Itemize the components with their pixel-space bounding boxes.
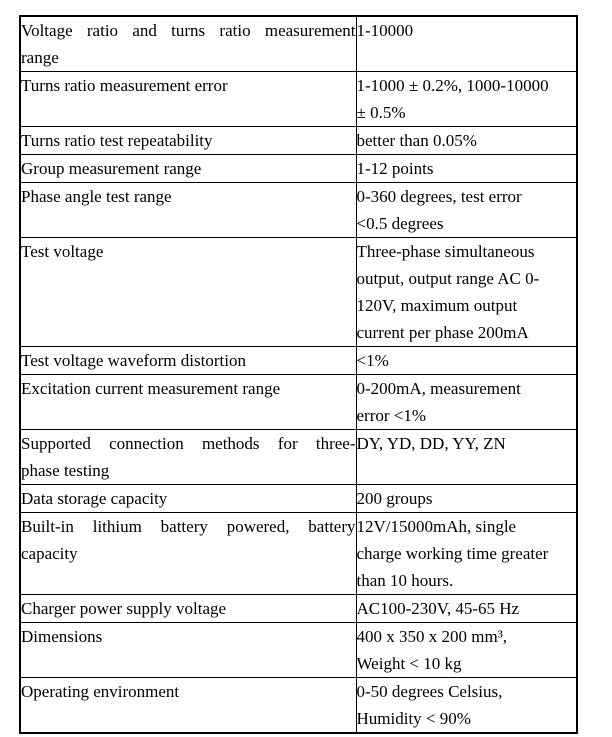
table-row (20, 183, 577, 238)
spec-value-cell (356, 16, 577, 72)
table-row (20, 623, 577, 678)
table-row (20, 375, 577, 430)
spec-value-line: 0-50 degrees Celsius, (356, 682, 503, 701)
spec-value-line: Humidity < 90% (356, 709, 471, 728)
spec-name-cell (20, 238, 356, 347)
spec-name-cell (20, 513, 356, 595)
spec-name-cell (20, 16, 356, 72)
spec-name-line: Data storage capacity (21, 489, 168, 508)
spec-value-cell (356, 595, 577, 623)
spec-name-line: Voltage ratio and turns ratio measurement (21, 21, 356, 40)
spec-name-cell (20, 375, 356, 430)
spec-value-line: 1-1000 ± 0.2%, 1000-10000 (356, 76, 549, 95)
spec-value-line: 120V, maximum output (356, 296, 518, 315)
spec-value-line: than 10 hours. (356, 571, 454, 590)
spec-name-line: Dimensions (21, 627, 103, 646)
spec-value-cell (356, 623, 577, 678)
table-row (20, 16, 577, 72)
spec-name-cell (20, 595, 356, 623)
spec-table-body (20, 16, 577, 733)
spec-name-cell (20, 183, 356, 238)
spec-name-line: Supported connection methods for three- (21, 434, 356, 453)
spec-name-line: Turns ratio test repeatability (21, 131, 213, 150)
spec-name-cell (20, 155, 356, 183)
spec-name-line: Charger power supply voltage (21, 599, 227, 618)
spec-name-line: capacity (21, 544, 78, 563)
spec-value-line: ± 0.5% (356, 103, 406, 122)
spec-value-line: AC100-230V, 45-65 Hz (356, 599, 520, 618)
spec-name-line: range (21, 48, 59, 67)
table-row (20, 155, 577, 183)
table-row (20, 595, 577, 623)
spec-name-cell (20, 127, 356, 155)
spec-name-line: Built-in lithium battery powered, battery (21, 517, 356, 536)
spec-value-cell (356, 72, 577, 127)
spec-value-line: current per phase 200mA (356, 323, 529, 342)
spec-name-line: Test voltage (21, 242, 104, 261)
spec-value-line: error <1% (356, 406, 427, 425)
specification-table (19, 15, 578, 734)
spec-value-cell (356, 155, 577, 183)
spec-value-line: <0.5 degrees (356, 214, 444, 233)
spec-name-line: Test voltage waveform distortion (21, 351, 246, 370)
spec-value-cell (356, 347, 577, 375)
spec-name-cell (20, 72, 356, 127)
spec-value-cell (356, 183, 577, 238)
table-row (20, 127, 577, 155)
spec-name-cell (20, 485, 356, 513)
spec-value-line: 0-200mA, measurement (356, 379, 521, 398)
table-row (20, 513, 577, 595)
spec-name-line: Phase angle test range (21, 187, 172, 206)
spec-value-cell (356, 375, 577, 430)
table-row (20, 485, 577, 513)
spec-value-cell (356, 485, 577, 513)
spec-value-line: charge working time greater (356, 544, 549, 563)
spec-value-cell (356, 238, 577, 347)
spec-value-cell (356, 678, 577, 734)
spec-value-line: 1-10000 (356, 21, 414, 40)
spec-value-line: 200 groups (356, 489, 433, 508)
spec-value-line: 400 x 350 x 200 mm³, (356, 627, 508, 646)
spec-value-line: Weight < 10 kg (356, 654, 462, 673)
spec-value-line: 0-360 degrees, test error (356, 187, 522, 206)
spec-value-line: 12V/15000mAh, single (356, 517, 517, 536)
spec-name-cell (20, 678, 356, 734)
spec-name-line: Excitation current measurement range (21, 379, 281, 398)
spec-name-line: Operating environment (21, 682, 180, 701)
table-row (20, 347, 577, 375)
spec-name-line: phase testing (21, 461, 110, 480)
spec-value-cell (356, 513, 577, 595)
spec-value-cell (356, 430, 577, 485)
spec-value-line: Three-phase simultaneous (356, 242, 535, 261)
spec-value-line: better than 0.05% (356, 131, 477, 150)
spec-name-line: Group measurement range (21, 159, 202, 178)
table-row (20, 430, 577, 485)
spec-value-line: DY, YD, DD, YY, ZN (356, 434, 506, 453)
spec-value-line: <1% (356, 351, 389, 370)
table-row (20, 678, 577, 734)
spec-name-cell (20, 347, 356, 375)
table-row (20, 238, 577, 347)
spec-value-line: output, output range AC 0- (356, 269, 540, 288)
spec-value-cell (356, 127, 577, 155)
table-row (20, 72, 577, 127)
spec-name-line: Turns ratio measurement error (21, 76, 228, 95)
spec-name-cell (20, 430, 356, 485)
spec-value-line: 1-12 points (356, 159, 434, 178)
spec-name-cell (20, 623, 356, 678)
